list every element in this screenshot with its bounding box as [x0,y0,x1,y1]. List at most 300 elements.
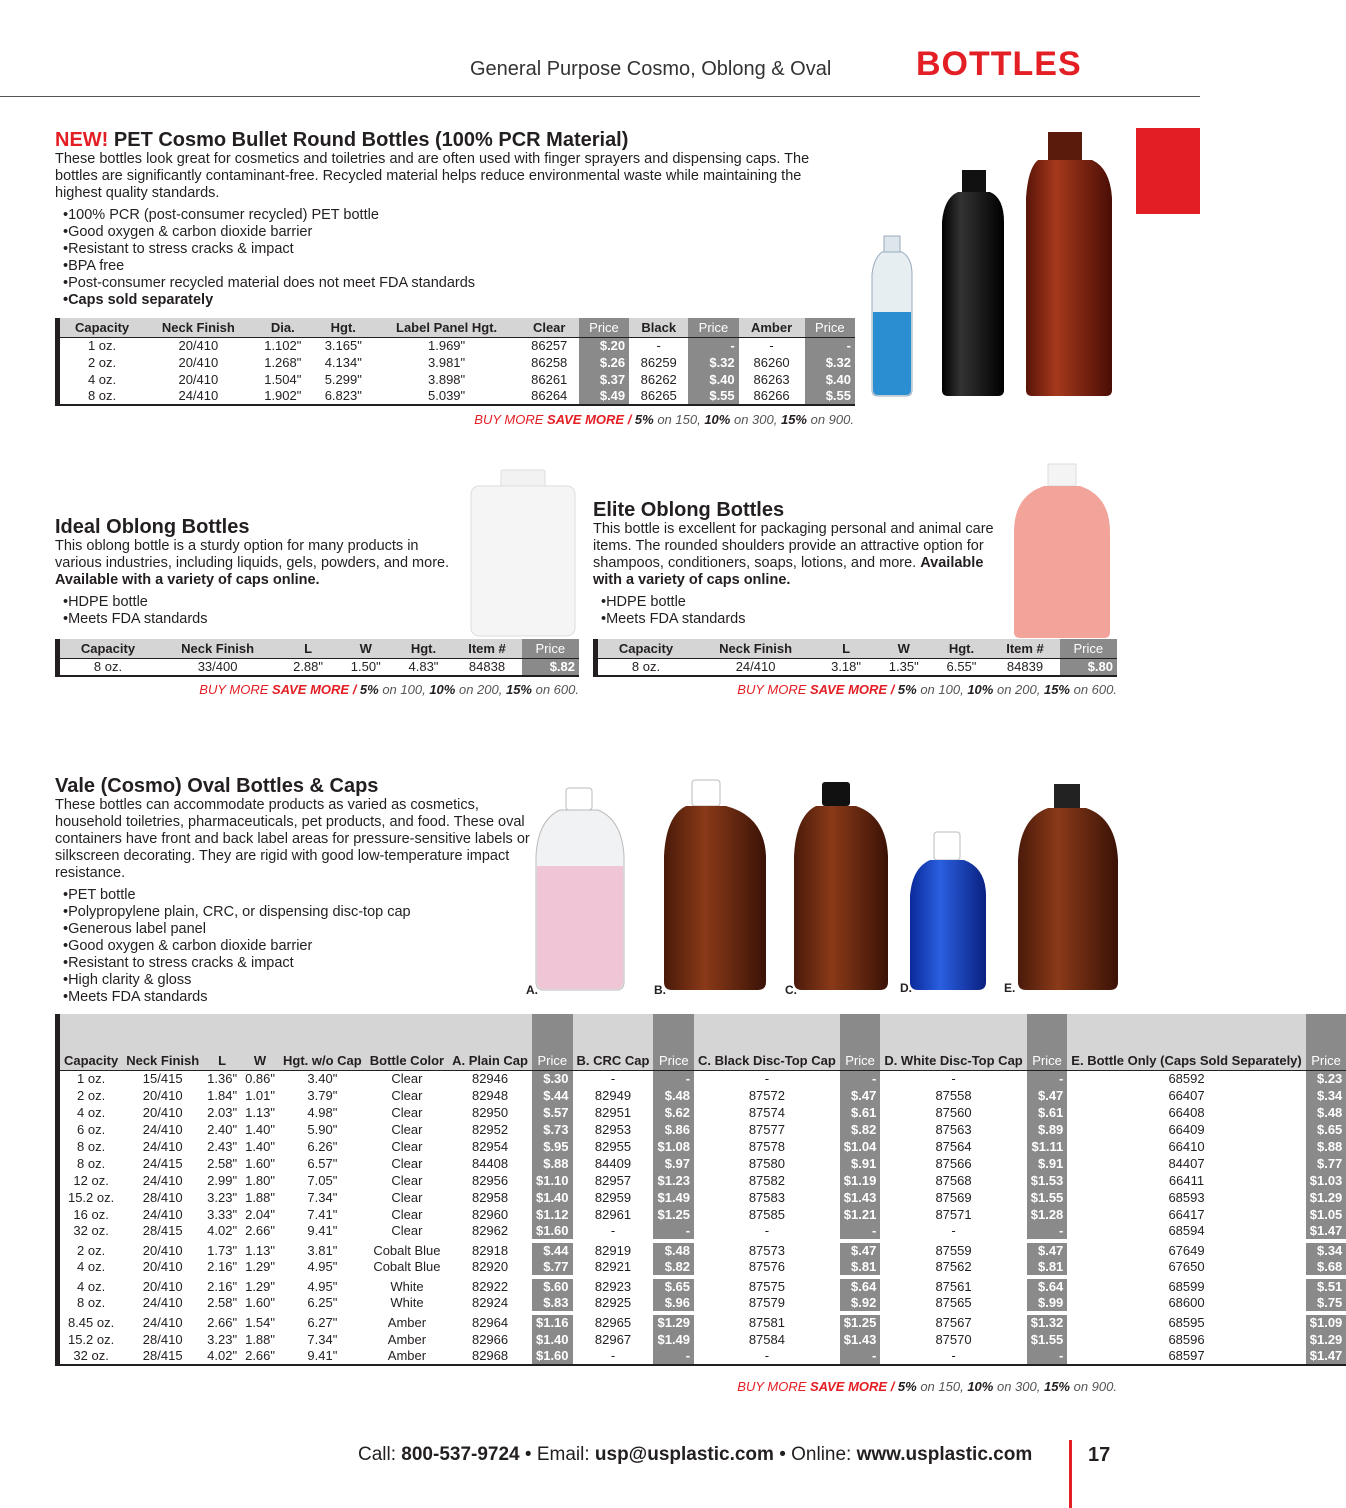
table-cell: 66417 [1168,1206,1205,1222]
table-cell: Cobalt Blue [373,1259,441,1274]
section-title: BOTTLES [916,45,1082,83]
table-cell: Clear [391,1155,423,1171]
table-cell: 87576 [748,1259,785,1274]
buy-more-text: on 100, [916,682,968,697]
table-cell: 82965 [573,1313,654,1331]
price-cell: $1.47 [1306,1223,1346,1241]
table-cell: 1.88" [245,1331,276,1347]
table-row [58,1313,1346,1331]
photo-label-c: C. [785,983,797,997]
pet-section [55,129,855,309]
price-cell: $1.55 [1027,1189,1068,1206]
table-cell: 1.504" [264,371,302,387]
column-header: Item # [452,639,521,658]
table-cell: 87574 [748,1104,785,1120]
price-cell: $1.53 [1027,1172,1068,1189]
price-cell: $1.40 [532,1189,573,1206]
table-cell: 86260 [753,354,790,370]
table-cell: 68596 [1168,1331,1205,1347]
price-cell: $1.29 [1306,1189,1346,1206]
vale-bullets [55,887,535,1006]
table-cell: 82957 [594,1172,632,1188]
table-cell: 87579 [748,1295,785,1310]
table-cell: 68592 [1067,1070,1305,1087]
table-cell: 3.898" [428,371,466,387]
table-cell: 82923 [573,1277,654,1295]
price-cell: $.37 [579,371,629,388]
table-cell: 86263 [753,371,790,387]
table-cell: - [610,1223,616,1238]
table-cell: 82956 [471,1172,509,1188]
buy-more-text: / [349,682,360,697]
table-header-row [58,318,856,337]
table-cell: 7.41" [307,1206,338,1222]
ideal-bullets [55,594,455,628]
price-cell: $1.05 [1306,1206,1346,1223]
table-cell: 82919 [573,1241,654,1259]
table-cell: 5.039" [428,388,466,403]
table-cell: 2 oz. [58,1241,123,1259]
table-row [596,658,1118,676]
price-cell: - [653,1223,694,1241]
table-cell: 6.27" [279,1313,366,1331]
table-row [58,1172,1346,1189]
table-cell: 87582 [748,1172,785,1188]
bullet-item: • Meets FDA standards [601,611,1003,628]
elite-oblong-photo [1010,462,1114,640]
price-cell: $.77 [1306,1155,1346,1172]
buy-more-text: / [887,682,898,697]
table-cell: 87570 [935,1331,972,1347]
table-cell: 84407 [1168,1155,1205,1171]
table-cell: 1.902" [264,388,302,403]
vale-section [55,775,535,1006]
table-row [58,1206,1346,1223]
column-header: B. CRC Cap [573,1014,654,1070]
table-cell: 4 oz. [58,1277,123,1295]
column-header: Capacity [58,1014,123,1070]
column-header: Capacity [58,318,145,337]
column-header: Price [805,318,855,337]
column-header: L [279,639,337,658]
buy-more-text: on 300, [993,1379,1044,1394]
table-cell: 68593 [1168,1189,1205,1205]
table-cell: 24/410 [122,1313,203,1331]
table-cell: 8 oz. [77,1155,106,1171]
buy-more-text: 15% [505,682,532,697]
price-cell: $.95 [532,1138,573,1155]
bullet-item: • 100% PCR (post-consumer recycled) PET bottle [63,207,855,224]
buy-more-text: SAVE MORE [272,682,350,697]
table-cell: 1.50" [337,658,395,676]
price-cell: $.64 [1027,1277,1068,1295]
price-cell: $.83 [532,1295,573,1313]
table-cell: 20/410 [178,354,219,370]
pet-title: NEW! PET Cosmo Bullet Round Bottles (100% PCR Material) [55,129,629,151]
buy-more-text: on 100, [378,682,430,697]
column-header: Item # [990,639,1059,658]
buy-more-text: on 600. [532,682,579,697]
table-cell: 20/410 [144,337,252,354]
table-cell: - [739,337,805,354]
table-cell: 2 oz. [77,1087,106,1103]
table-cell: Amber [387,1348,427,1363]
table-cell: 1.40" [245,1138,276,1154]
table-cell: - [629,337,688,354]
table-cell: 4.02" [207,1223,238,1238]
table-row [58,1241,1346,1259]
table-cell: 86265 [640,388,677,403]
price-cell: - [653,1348,694,1365]
table-cell: 20/410 [142,1259,183,1274]
table-cell: 4.134" [324,354,362,370]
table-cell: 1.80" [245,1172,276,1188]
table-cell: 68594 [1168,1223,1205,1238]
ideal-section [55,516,455,628]
bullet-item: • Caps sold separately [63,292,855,309]
bullet-item: • Polypropylene plain, CRC, or dispensing disc-top cap [63,904,535,921]
table-cell: 1.35" [875,658,933,676]
table-cell: 32 oz. [73,1348,109,1363]
table-cell: 87578 [748,1138,785,1154]
table-cell: 4.83" [395,658,453,676]
price-cell: $1.03 [1306,1172,1346,1189]
price-cell: $.20 [579,337,629,354]
buy-more-text: BUY MORE [199,682,273,697]
table-cell: 3.40" [279,1070,366,1087]
column-header: Black [629,318,688,337]
table-cell: 84408 [471,1155,509,1171]
table-cell: 82953 [594,1121,632,1137]
table-cell: 66411 [1168,1172,1205,1188]
phone-number[interactable]: 800-537-9724 [401,1444,520,1465]
table-cell: 1.969" [374,337,520,354]
table-row [58,1223,1346,1241]
table-cell: 3.981" [428,354,466,370]
table-cell: - [951,1223,956,1238]
price-cell: $.82 [653,1259,694,1277]
table-cell: 5.90" [307,1121,338,1137]
price-cell: $.80 [1060,658,1117,676]
table-cell: 87561 [880,1277,1026,1295]
pet-table [55,318,855,406]
table-cell: 82950 [471,1104,509,1120]
table-cell: 3.81" [279,1241,366,1259]
table-cell: 82951 [594,1104,632,1120]
table-cell: 1.60" [245,1295,276,1310]
table-cell: 4.98" [307,1104,338,1120]
price-cell: $.81 [1027,1259,1068,1277]
column-header: Bottle Color [366,1014,448,1070]
table-cell: 1.29" [245,1259,276,1274]
buy-more-text: BUY MORE [737,1379,811,1394]
table-cell: 6.823" [324,388,362,403]
bullet-item: • BPA free [63,258,855,275]
table-cell: 84838 [452,658,521,676]
table-cell: 20/410 [178,371,219,387]
price-cell: - [840,1348,881,1365]
footer-divider [1069,1440,1072,1508]
section-tab-marker [1136,128,1200,214]
table-header-row [596,639,1118,658]
table-cell: 3.33" [207,1206,238,1222]
table-cell: 66409 [1168,1121,1205,1137]
table-cell: 8 oz. [77,1295,106,1310]
table-cell: 8.45 oz. [58,1313,123,1331]
buy-more-text: 10% [704,412,731,427]
column-header: Price [840,1014,881,1070]
price-cell: $1.10 [532,1172,573,1189]
column-header: Label Panel Hgt. [374,318,520,337]
table-row [58,1121,1346,1138]
table-cell: 82949 [594,1087,632,1103]
column-header: Price [1060,639,1117,658]
table-cell: 12 oz. [73,1172,109,1188]
photo-label-d: D. [900,981,912,995]
table-cell: 24/410 [142,1295,183,1310]
table-cell: 20/410 [122,1277,203,1295]
price-cell: $.97 [653,1155,694,1172]
price-cell: $.96 [653,1295,694,1313]
elite-table [593,639,1117,677]
bullet-item: • Resistant to stress cracks & impact [63,955,535,972]
table-cell: 33/400 [156,658,279,676]
table-cell: 87575 [694,1277,840,1295]
table-cell: 9.41" [307,1223,338,1238]
table-cell: 82921 [594,1259,632,1274]
column-header: Neck Finish [122,1014,203,1070]
price-cell: $1.25 [840,1313,881,1331]
table-cell: 87559 [880,1241,1026,1259]
table-cell: 7.34" [307,1331,338,1347]
table-cell: 2.66" [245,1223,276,1238]
buy-more-text: / [887,1379,898,1394]
pet-bullets [55,207,855,309]
table-cell: - [764,1348,770,1363]
table-cell: 86257 [520,337,579,354]
table-cell: 4 oz. [77,1259,106,1274]
table-cell: 82958 [471,1189,509,1205]
table-row [58,354,856,371]
table-cell: - [880,1070,1026,1087]
bullet-item: • Generous label panel [63,921,535,938]
price-cell: $.55 [688,388,738,405]
table-cell: 66408 [1168,1104,1205,1120]
table-cell: 66407 [1168,1087,1205,1103]
price-cell: $1.25 [653,1206,694,1223]
table-cell: 87571 [935,1206,972,1222]
table-cell: 24/410 [694,658,817,676]
table-cell: Clear [391,1087,423,1103]
price-cell: $.64 [840,1277,881,1295]
table-cell: 7.34" [307,1189,338,1205]
price-cell: $.47 [840,1087,881,1104]
column-header: Hgt. [933,639,991,658]
table-cell: 87569 [935,1189,972,1205]
table-cell: 87563 [935,1121,972,1137]
price-cell: $.82 [522,658,579,676]
table-cell: 87583 [748,1189,785,1205]
table-cell: 3.23" [207,1189,238,1205]
footer-contact: Call: 800-537-9724 • Email: usp@usplastic.com • Online: www.usplastic.com [358,1444,1033,1465]
column-header: W [241,1014,279,1070]
price-cell: $.49 [579,388,629,405]
table-cell: 87585 [748,1206,785,1222]
table-row [58,1348,1346,1365]
table-cell: 2.16" [207,1259,238,1274]
table-cell: 20/410 [142,1087,183,1103]
price-cell: $1.16 [532,1313,573,1331]
price-cell: $1.60 [532,1348,573,1365]
column-header: Price [522,639,579,658]
buy-more-text: on 200, [455,682,506,697]
table-cell: 82960 [471,1206,509,1222]
price-cell: $.23 [1306,1070,1346,1087]
table-cell: 66410 [1168,1138,1205,1154]
table-cell: 4.02" [207,1348,238,1363]
table-cell: 87573 [694,1241,840,1259]
table-cell: 6 oz. [77,1121,106,1137]
price-cell: $.40 [805,371,855,388]
column-header: Hgt. [313,318,373,337]
buy-more-text: on 150, [916,1379,968,1394]
table-cell: 15/415 [122,1070,203,1087]
vale-description: These bottles can accommodate products as varied as cosmetics, household toiletries, pharmaceuticals, pet products, and food. These oval containers have front and back label areas for pressure-sensitive labels or silkscreen decorating. They are rigid with good low-temperature impact resistance. [55,797,530,881]
price-cell: - [840,1070,881,1087]
column-header: A. Plain Cap [448,1014,532,1070]
price-cell: $.81 [840,1259,881,1277]
bullet-item: • HDPE bottle [63,594,455,611]
website-link[interactable]: www.usplastic.com [856,1444,1033,1465]
price-cell: $.34 [1306,1241,1346,1259]
table-cell: - [951,1348,956,1363]
table-cell: 28/410 [142,1189,183,1205]
column-header: Capacity [58,639,156,658]
table-cell: 3.165" [313,337,373,354]
buy-more-text: / [624,412,635,427]
price-cell: $.61 [840,1104,881,1121]
price-cell: $.89 [1027,1121,1068,1138]
column-header: Neck Finish [144,318,252,337]
price-cell: $.65 [1306,1121,1346,1138]
price-cell: $1.04 [840,1138,881,1155]
price-cell: $.48 [653,1241,694,1259]
column-header: L [817,639,875,658]
table-cell: 82924 [471,1295,509,1310]
table-cell: 28/415 [142,1223,183,1238]
table-cell: 24/410 [178,388,219,403]
buy-more-text: 10% [967,682,994,697]
table-cell: Clear [391,1172,423,1188]
table-cell: 68595 [1067,1313,1305,1331]
column-header: Neck Finish [156,639,279,658]
table-cell: 1.13" [241,1241,279,1259]
table-cell: 28/415 [142,1348,183,1363]
table-cell: 87560 [935,1104,972,1120]
price-cell: $1.08 [653,1138,694,1155]
price-cell: $.65 [653,1277,694,1295]
bullet-item: • Meets FDA standards [63,989,535,1006]
table-cell: 2.58" [207,1155,238,1171]
price-cell: - [840,1223,881,1241]
price-cell: $.57 [532,1104,573,1121]
column-header: Clear [520,318,579,337]
buy-more-text: on 150, [653,412,705,427]
bullet-item: • Good oxygen & carbon dioxide barrier [63,224,855,241]
table-cell: 82952 [471,1121,509,1137]
table-cell: 7.05" [307,1172,338,1188]
price-cell: $.34 [1306,1087,1346,1104]
table-cell: 82918 [448,1241,532,1259]
price-cell: $.68 [1306,1259,1346,1277]
price-cell: $.30 [532,1070,573,1087]
price-cell: $.55 [805,388,855,405]
ideal-buy-more [100,682,579,697]
price-cell: $1.43 [840,1331,881,1348]
table-cell: 2.40" [207,1121,238,1137]
table-cell: 67649 [1067,1241,1305,1259]
buy-more-text: 5% [897,1379,917,1394]
price-cell: $1.29 [653,1313,694,1331]
table-cell: Clear [391,1206,423,1222]
buy-more-text: 5% [897,682,917,697]
table-cell: 87562 [935,1259,972,1274]
price-cell: $.60 [532,1277,573,1295]
table-cell: 82920 [471,1259,509,1274]
price-cell: $.75 [1306,1295,1346,1313]
table-cell: 87558 [935,1087,972,1103]
table-cell: 1.102" [253,337,313,354]
table-cell: Clear [391,1104,423,1120]
table-cell: 1.36" [203,1070,241,1087]
header-divider [0,96,1200,97]
price-cell: $.82 [840,1121,881,1138]
email-link[interactable]: usp@usplastic.com [594,1444,774,1465]
table-header-row [58,639,580,658]
table-row [58,1087,1346,1104]
elite-buy-more [640,682,1117,697]
price-cell: $.73 [532,1121,573,1138]
table-cell: 87581 [694,1313,840,1331]
price-cell: $.86 [653,1121,694,1138]
price-cell: $1.60 [532,1223,573,1241]
table-cell: 84409 [594,1155,632,1171]
table-cell: 3.23" [207,1331,238,1347]
elite-title: Elite Oblong Bottles [593,499,785,521]
price-cell: $1.40 [532,1331,573,1348]
table-row [58,1295,1346,1313]
buy-more-text: 15% [1043,1379,1070,1394]
bullet-item: • Good oxygen & carbon dioxide barrier [63,938,535,955]
buy-more-text: 5% [634,412,654,427]
price-cell: $1.09 [1306,1313,1346,1331]
table-cell: 82954 [471,1138,509,1154]
table-cell: 82955 [594,1138,632,1154]
price-cell: $1.32 [1027,1313,1068,1331]
table-cell: 87566 [935,1155,972,1171]
price-cell: $.48 [1306,1104,1346,1121]
table-cell: 2.16" [203,1277,241,1295]
table-row [58,1331,1346,1348]
table-cell: 1.60" [245,1155,276,1171]
column-header: L [203,1014,241,1070]
vale-bottles-photo [520,776,1120,998]
price-cell: $1.55 [1027,1331,1068,1348]
price-cell: $.48 [653,1087,694,1104]
price-cell: - [1027,1348,1068,1365]
price-cell: $1.29 [1306,1331,1346,1348]
buy-more-text: on 900. [807,412,854,427]
